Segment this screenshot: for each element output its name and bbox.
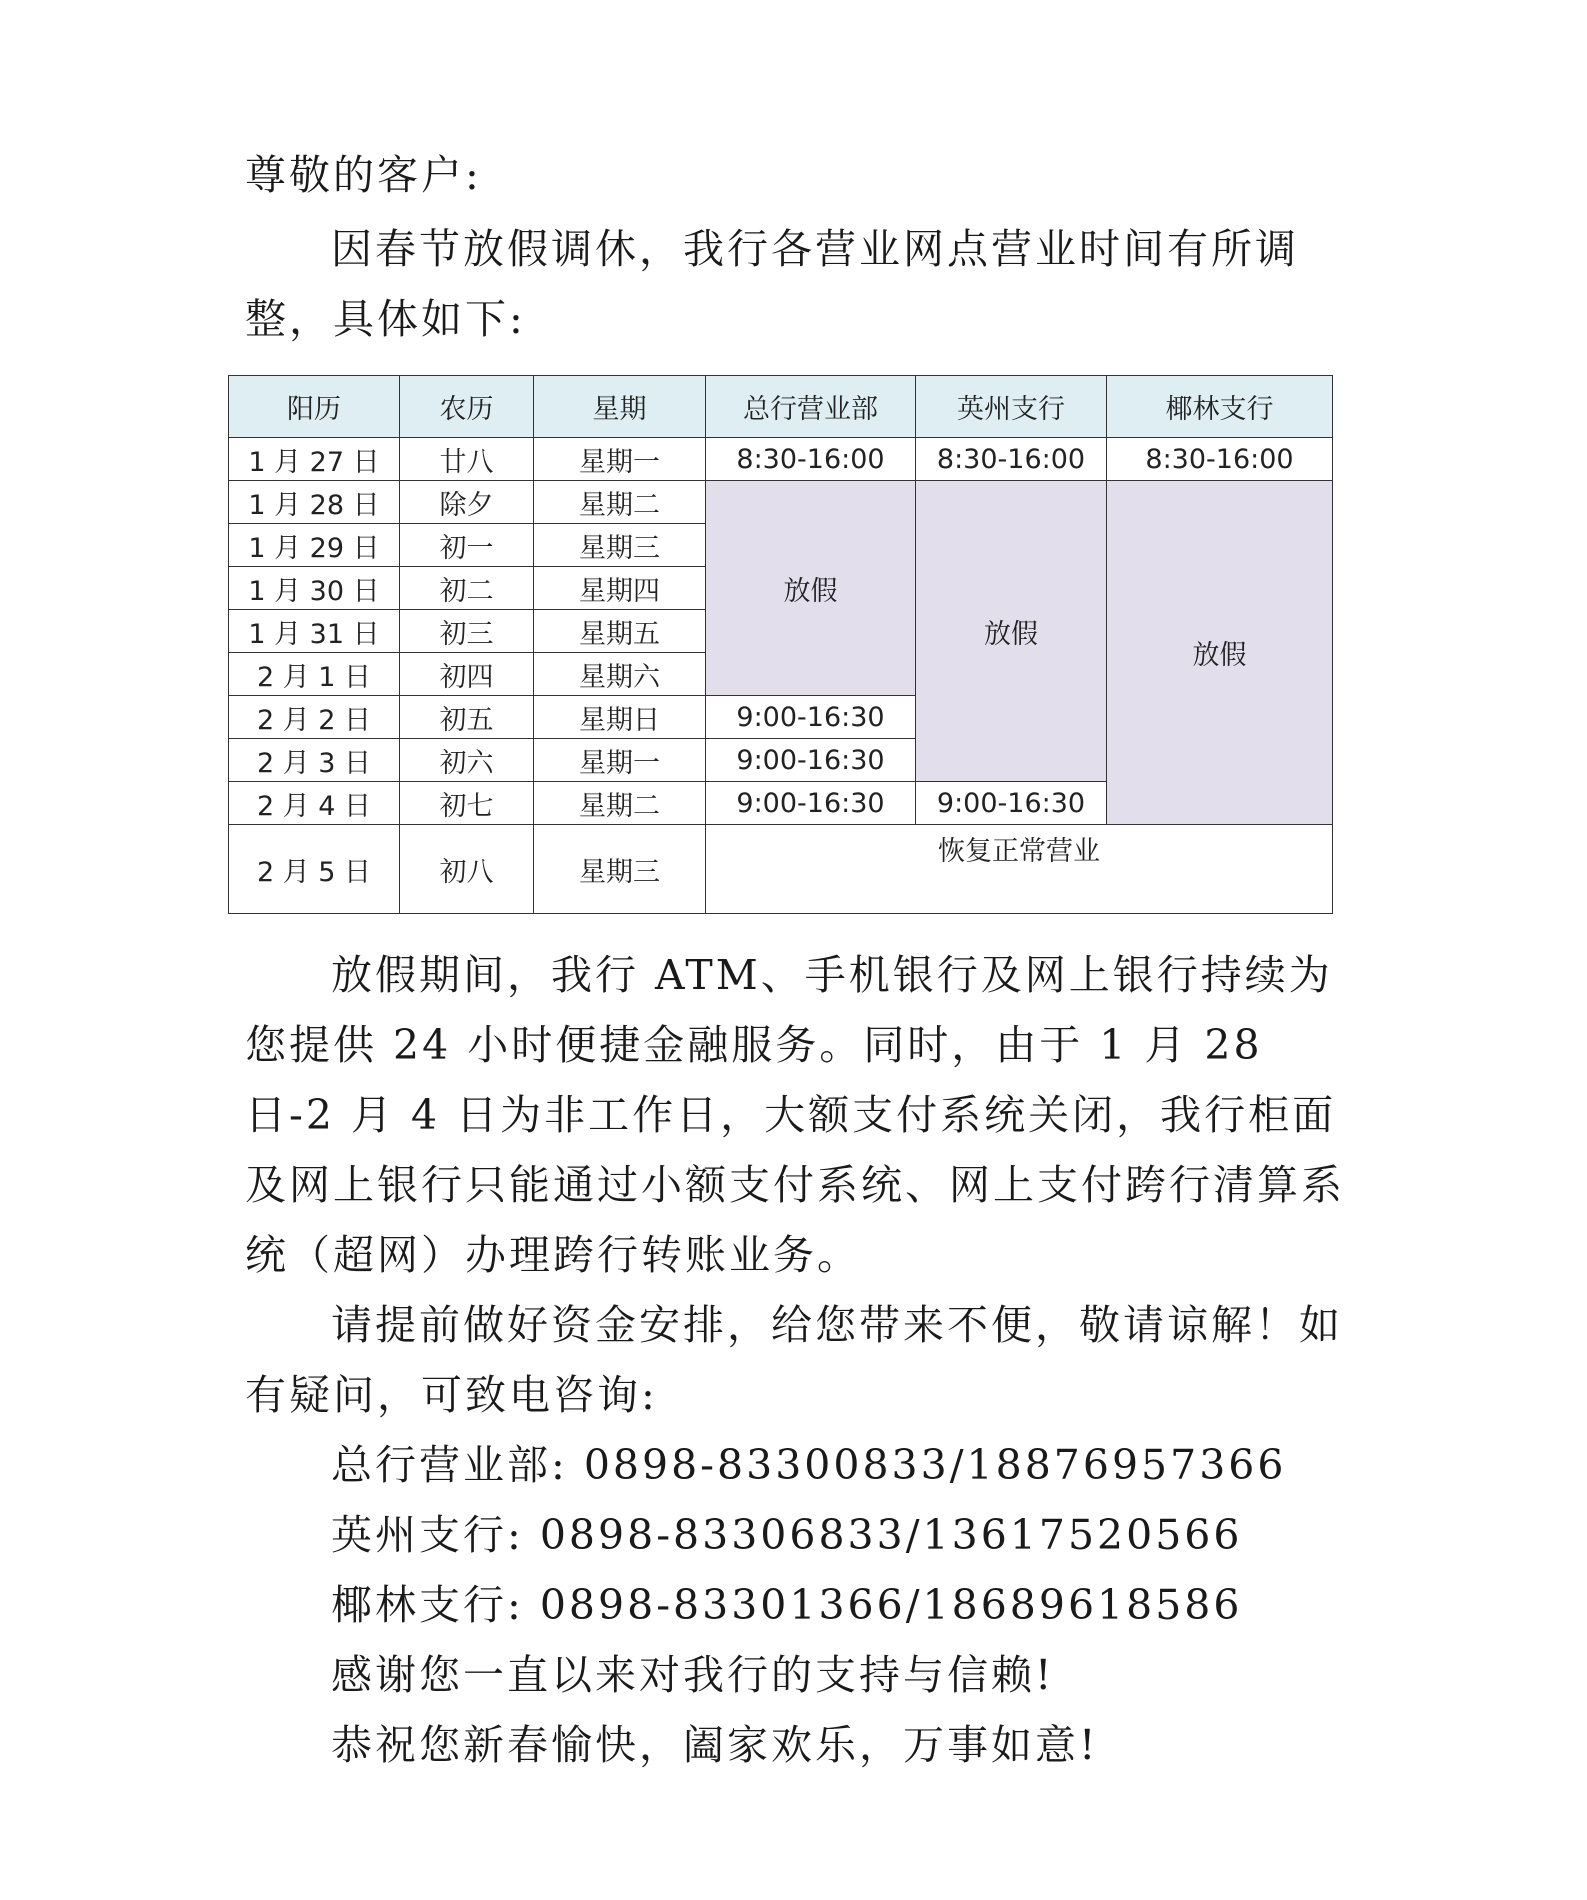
cell-lunar: 初三 xyxy=(400,610,534,653)
cell-lunar: 初四 xyxy=(400,653,534,696)
cell-weekday: 星期日 xyxy=(534,696,706,739)
cell-date: 1 月 29 日 xyxy=(229,524,400,567)
cell-date: 2 月 4 日 xyxy=(229,782,400,825)
thanks-line: 感谢您一直以来对我行的支持与信赖! xyxy=(331,1651,1055,1699)
cell-lunar: 初一 xyxy=(400,524,534,567)
header-weekday: 星期 xyxy=(534,376,706,438)
wishes-line: 恭祝您新春愉快，阖家欢乐，万事如意! xyxy=(331,1721,1099,1769)
greeting: 尊敬的客户: xyxy=(245,151,482,199)
cell-lunar: 初五 xyxy=(400,696,534,739)
head-office-holiday: 放假 xyxy=(706,481,916,696)
header-yelin-branch: 椰林支行 xyxy=(1107,376,1333,438)
cell-date: 1 月 27 日 xyxy=(229,438,400,481)
table-row xyxy=(229,825,1333,914)
cell-date: 2 月 2 日 xyxy=(229,696,400,739)
contact-yelin-branch: 椰林支行: 0898-83301366/18689618586 xyxy=(331,1581,1243,1629)
cell-head-office-hours: 8:30-16:00 xyxy=(706,438,916,481)
table-row xyxy=(229,438,1333,481)
cell-head-office-hours: 9:00-16:30 xyxy=(706,782,916,825)
yingzhou-holiday: 放假 xyxy=(916,481,1107,782)
header-head-office: 总行营业部 xyxy=(706,376,916,438)
notice-paragraph: 请提前做好资金安排，给您带来不便，敬请谅解！如有疑问，可致电咨询: xyxy=(245,1301,1343,1419)
yelin-holiday: 放假 xyxy=(1107,481,1333,825)
cell-lunar: 初八 xyxy=(400,825,534,914)
cell-yingzhou-hours: 8:30-16:00 xyxy=(916,438,1107,481)
cell-weekday: 星期二 xyxy=(534,481,706,524)
service-paragraph: 放假期间，我行 ATM、手机银行及网上银行持续为您提供 24 小时便捷金融服务。同时，由于 1 月 28 日-2 月 4 日为非工作日，大额支付系统关闭，我行柜面及网上银行只能通过小额支付系统、网上支付跨行清算系统（超网）办理跨行转账业务。 xyxy=(245,951,1345,1279)
header-lunar-date: 农历 xyxy=(400,376,534,438)
cell-yelin-hours: 8:30-16:00 xyxy=(1107,438,1333,481)
cell-lunar: 除夕 xyxy=(400,481,534,524)
cell-weekday: 星期三 xyxy=(534,825,706,914)
cell-weekday: 星期一 xyxy=(534,739,706,782)
cell-weekday: 星期一 xyxy=(534,438,706,481)
cell-date: 1 月 30 日 xyxy=(229,567,400,610)
cell-weekday: 星期六 xyxy=(534,653,706,696)
cell-weekday: 星期五 xyxy=(534,610,706,653)
cell-date: 1 月 31 日 xyxy=(229,610,400,653)
contact-head-office: 总行营业部: 0898-83300833/18876957366 xyxy=(331,1441,1287,1489)
cell-lunar: 初六 xyxy=(400,739,534,782)
intro-paragraph: 因春节放假调休，我行各营业网点营业时间有所调整，具体如下: xyxy=(245,225,1299,343)
cell-date: 2 月 5 日 xyxy=(229,825,400,914)
cell-date: 1 月 28 日 xyxy=(229,481,400,524)
cell-lunar: 初七 xyxy=(400,782,534,825)
table-row xyxy=(229,481,1333,524)
cell-date: 2 月 3 日 xyxy=(229,739,400,782)
resume-normal-business: 恢复正常营业 xyxy=(706,825,1333,914)
cell-lunar: 初二 xyxy=(400,567,534,610)
cell-weekday: 星期二 xyxy=(534,782,706,825)
cell-yingzhou-hours: 9:00-16:30 xyxy=(916,782,1107,825)
holiday-schedule-table xyxy=(228,375,1333,914)
cell-head-office-hours: 9:00-16:30 xyxy=(706,696,916,739)
cell-lunar: 廿八 xyxy=(400,438,534,481)
cell-weekday: 星期四 xyxy=(534,567,706,610)
cell-weekday: 星期三 xyxy=(534,524,706,567)
table-header-row xyxy=(229,376,1333,438)
header-yingzhou-branch: 英州支行 xyxy=(916,376,1107,438)
cell-head-office-hours: 9:00-16:30 xyxy=(706,739,916,782)
contact-yingzhou-branch: 英州支行: 0898-83306833/13617520566 xyxy=(331,1511,1243,1559)
header-solar-date: 阳历 xyxy=(229,376,400,438)
cell-date: 2 月 1 日 xyxy=(229,653,400,696)
